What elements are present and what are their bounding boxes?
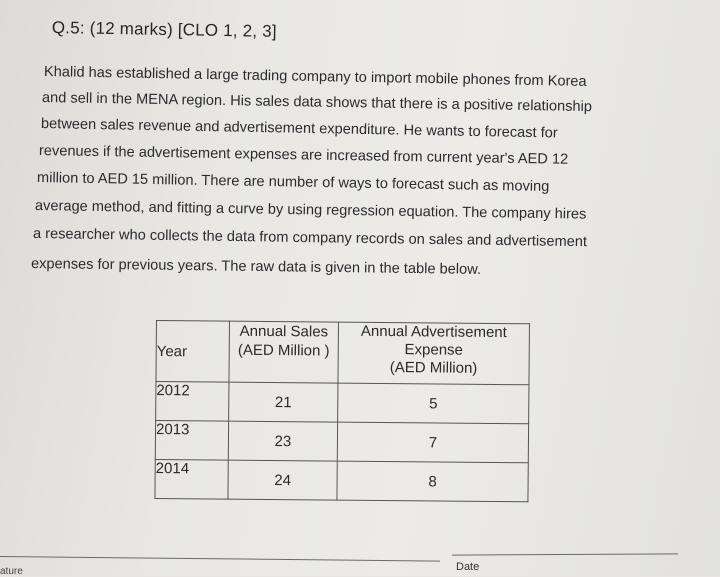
- header-adv-unit: (AED Million): [389, 359, 478, 377]
- header-annual-advertisement: [338, 322, 530, 385]
- header-annual-sales: [229, 321, 339, 383]
- paragraph-line: average method, and fitting a curve by using regression equation. The company hires: [34, 198, 587, 223]
- date-label: Date: [456, 561, 480, 573]
- header-adv-line: Expense: [404, 341, 464, 359]
- table-row: [155, 421, 528, 463]
- question-title: Q.5: (12 marks) [CLO 1, 2, 3]: [51, 18, 277, 41]
- signature-line: [0, 556, 440, 562]
- date-line: [452, 553, 678, 555]
- signature-label: ature: [0, 566, 23, 577]
- paragraph-line: between sales revenue and advertisement expenditure. He wants to forecast for: [40, 116, 558, 142]
- cell-year: 2014: [155, 459, 228, 499]
- table-row: [155, 459, 528, 501]
- cell-year: 2012: [156, 382, 229, 422]
- paragraph-line: expenses for previous years. The raw data is given in the table below.: [30, 256, 482, 278]
- paragraph-line: million to AED 15 million. There are number of ways to forecast such as moving: [36, 170, 550, 195]
- sales-advertisement-table: [154, 320, 530, 502]
- cell-sales: 21: [229, 382, 338, 422]
- cell-advertisement: 5: [338, 383, 529, 424]
- header-adv-line: Annual Advertisement: [360, 322, 507, 342]
- paragraph-line: a researcher who collects the data from company records on sales and advertisement: [32, 226, 588, 251]
- cell-sales: 23: [228, 421, 337, 461]
- paragraph-line: revenues if the advertisement expenses are increased from current year's AED 12: [38, 143, 569, 168]
- paragraph-line: Khalid has established a large trading company to import mobile phones from Korea: [43, 64, 587, 90]
- cell-year: 2013: [155, 421, 228, 461]
- header-sales-unit: (AED Million ): [237, 341, 330, 360]
- paragraph-line: and sell in the MENA region. His sales data shows that there is a positive relationship: [41, 90, 593, 116]
- cell-sales: 24: [228, 460, 337, 500]
- cell-advertisement: 7: [337, 422, 528, 463]
- table-header-row: [156, 321, 530, 385]
- header-year: Year: [156, 321, 230, 383]
- cell-advertisement: 8: [337, 461, 528, 502]
- header-sales-line: Annual Sales: [239, 322, 329, 341]
- table-row: [156, 382, 529, 424]
